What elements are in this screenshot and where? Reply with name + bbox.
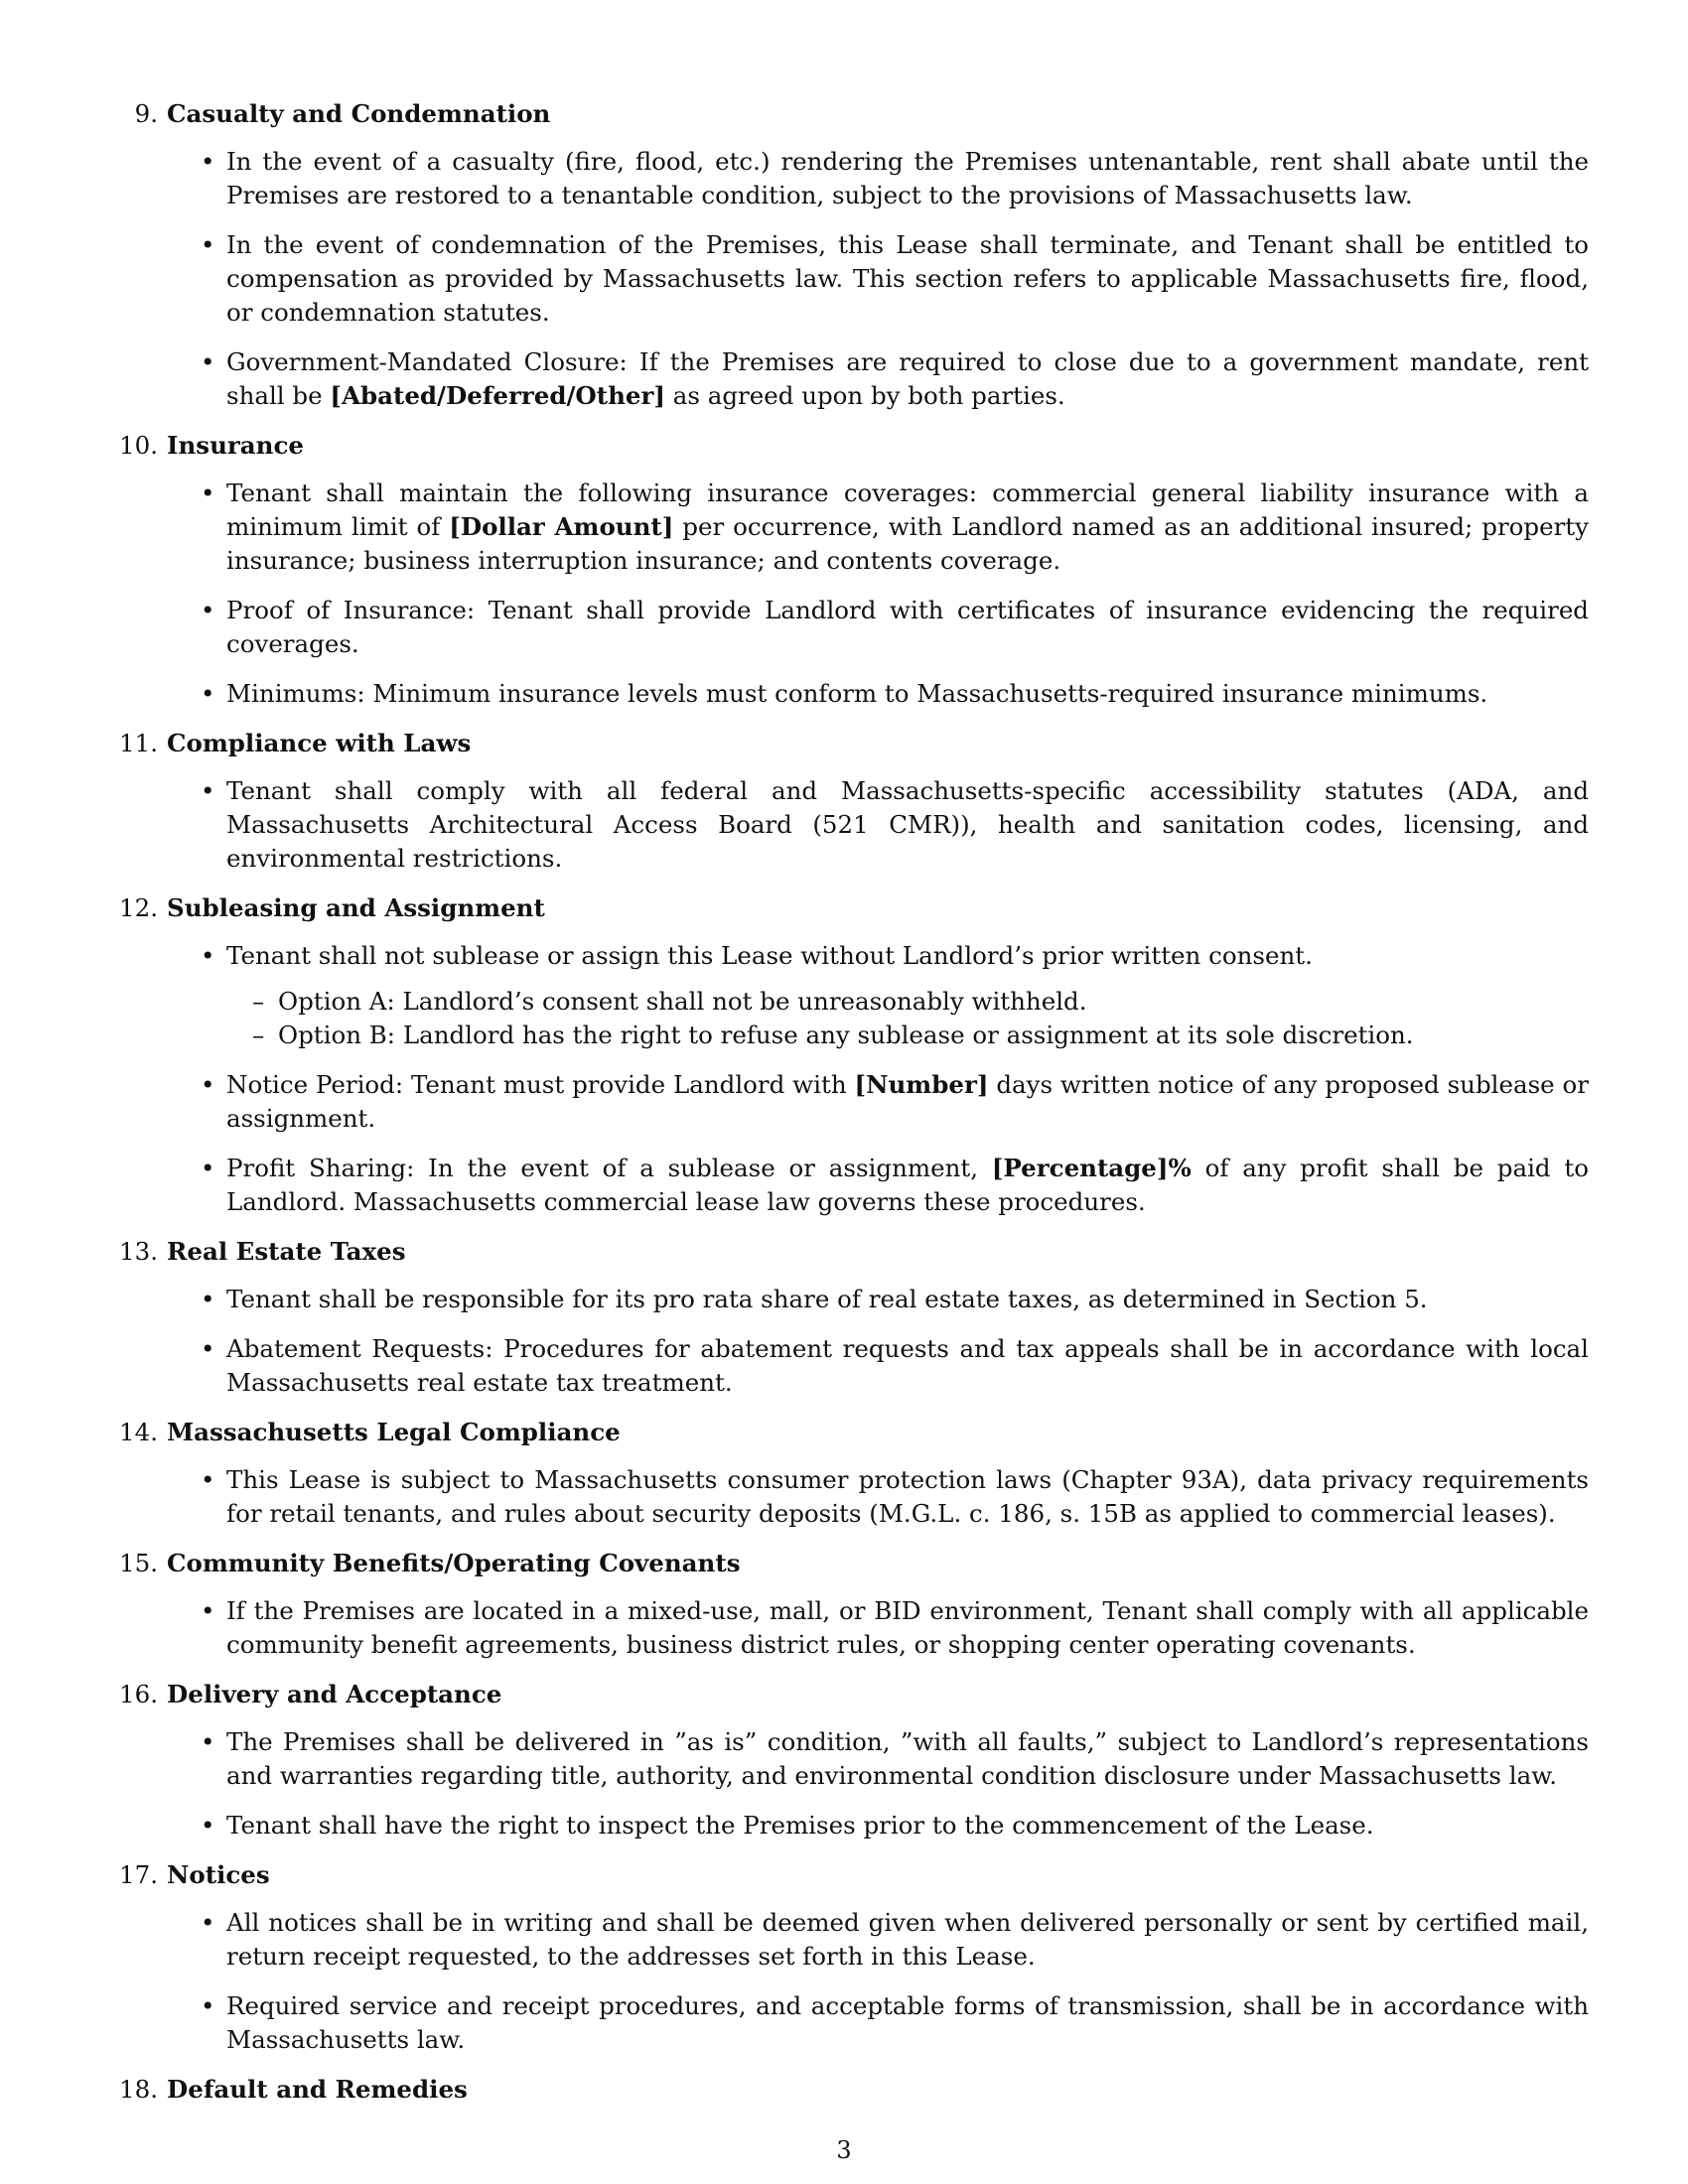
- list-item: [226, 228, 1589, 330]
- list-item: [226, 1989, 1589, 2057]
- section-title: Default and Remedies: [167, 2075, 468, 2104]
- list-item-text: Proof of Insurance: Tenant shall provide Landlord with certificates of insurance evidencing the required coverages.: [226, 596, 1589, 658]
- list-item-text: Tenant shall maintain the following insurance coverages: commercial general liability insurance with a minimum limit of: [226, 478, 1589, 541]
- section-9: [119, 97, 1589, 413]
- section-title: Casualty and Condemnation: [167, 99, 551, 128]
- placeholder-field: [Dollar Amount]: [449, 512, 674, 541]
- list-item-text: If the Premises are located in a mixed-use, mall, or BID environment, Tenant shall comply with all applicable community benefit agreements, business district rules, or shopping center operating covenants.: [226, 1596, 1589, 1659]
- list-item: [226, 1152, 1589, 1219]
- list-item-text: The Premises shall be delivered in ”as is” condition, ”with all faults,” subject to Landlord’s representations and warranties regarding title, authority, and environmental condition disclosure under Massachusetts law.: [226, 1727, 1589, 1790]
- section-title: Delivery and Acceptance: [167, 1680, 502, 1708]
- list-item: [226, 477, 1589, 578]
- list-item: [226, 594, 1589, 661]
- list-item-text: All notices shall be in writing and shall be deemed given when delivered personally or sent by certified mail, return receipt requested, to the addresses set forth in this Lease.: [226, 1908, 1589, 1971]
- list-item: [226, 1906, 1589, 1974]
- section-title: Massachusetts Legal Compliance: [167, 1418, 621, 1446]
- list-item-text: Government-Mandated Closure: If the Premises are required to close due to a government mandate, rent shall be: [226, 347, 1589, 410]
- placeholder-field: [Percentage]%: [991, 1154, 1192, 1182]
- section-number: 11.: [119, 729, 158, 757]
- list-item: [226, 1332, 1589, 1400]
- list-item-text: Profit Sharing: In the event of a sublease or assignment,: [226, 1154, 992, 1182]
- section-number: 17.: [119, 1860, 158, 1889]
- list-item: [226, 1594, 1589, 1662]
- section-title: Compliance with Laws: [167, 729, 472, 757]
- section-11: [119, 727, 1589, 876]
- list-item-text: Tenant shall comply with all federal and Massachusetts-specific accessibility statutes (ADA, and Massachusetts Architectural Access Board (521 CMR)), health and sanitation codes, licensing, and environmental restrictions.: [226, 776, 1589, 873]
- list-item-text: Notice Period: Tenant must provide Landlord with: [226, 1070, 855, 1099]
- sub-item-list: [226, 985, 1589, 1052]
- section-number: 16.: [119, 1680, 158, 1708]
- list-item-text: per occurrence, with Landlord named as an additional insured; property insurance; business interruption insurance; and contents coverage.: [226, 512, 1589, 575]
- section-17: [119, 1858, 1589, 2057]
- list-item: [226, 1809, 1589, 1843]
- section-heading: [119, 891, 1589, 925]
- list-item-text: Tenant shall not sublease or assign this Lease without Landlord’s prior written consent.: [226, 941, 1313, 970]
- sub-list-item: – Option A: Landlord’s consent shall not be unreasonably withheld.: [278, 985, 1589, 1019]
- section-18: [119, 2073, 1589, 2107]
- section-12: [119, 891, 1589, 1219]
- list-item-text: Tenant shall have the right to inspect the Premises prior to the commencement of the Lease.: [226, 1811, 1374, 1840]
- section-number: 18.: [119, 2075, 158, 2104]
- list-item-text: as agreed upon by both parties.: [664, 381, 1065, 410]
- placeholder-field: [Abated/Deferred/Other]: [330, 381, 665, 410]
- section-heading: [119, 97, 1589, 131]
- section-heading: [119, 1235, 1589, 1269]
- bullet-list: [119, 145, 1589, 413]
- section-number: 12.: [119, 893, 158, 922]
- bullet-list: [119, 774, 1589, 876]
- section-heading: [119, 1678, 1589, 1711]
- list-item-text: Abatement Requests: Procedures for abatement requests and tax appeals shall be in accordance with local Massachusetts real estate tax treatment.: [226, 1334, 1589, 1397]
- section-title: Real Estate Taxes: [167, 1237, 406, 1266]
- section-number: 14.: [119, 1418, 158, 1446]
- list-item-text: Minimums: Minimum insurance levels must conform to Massachusetts-required insurance minimums.: [226, 679, 1488, 708]
- bullet-list: [119, 939, 1589, 1219]
- bullet-list: [119, 1283, 1589, 1400]
- bullet-list: [119, 1594, 1589, 1662]
- list-item-text: Tenant shall be responsible for its pro rata share of real estate taxes, as determined in Section 5.: [226, 1285, 1428, 1313]
- section-number: 15.: [119, 1549, 158, 1577]
- section-heading: [119, 1416, 1589, 1449]
- bullet-list: [119, 477, 1589, 711]
- placeholder-field: [Number]: [854, 1070, 989, 1099]
- list-item: [226, 774, 1589, 876]
- sub-list-item: – Option B: Landlord has the right to refuse any sublease or assignment at its sole discretion.: [278, 1019, 1589, 1052]
- list-item-text: Required service and receipt procedures, and acceptable forms of transmission, shall be in accordance with Massachusetts law.: [226, 1991, 1589, 2054]
- list-item: [226, 1463, 1589, 1531]
- list-item: [226, 345, 1589, 413]
- list-item-text: In the event of condemnation of the Premises, this Lease shall terminate, and Tenant shall be entitled to compensation as provided by Massachusetts law. This section refers to applicable Massachusetts fire, flood, or condemnation statutes.: [226, 230, 1589, 327]
- section-heading: [119, 1858, 1589, 1892]
- section-title: Community Benefits/Operating Covenants: [167, 1549, 741, 1577]
- section-title: Subleasing and Assignment: [167, 893, 545, 922]
- list-item: [226, 677, 1589, 711]
- list-item-text: In the event of a casualty (fire, flood, etc.) rendering the Premises untenantable, rent shall abate until the Premises are restored to a tenantable condition, subject to the provisions of Massachusetts law.: [226, 147, 1589, 209]
- section-10: [119, 429, 1589, 711]
- list-item: [226, 1725, 1589, 1793]
- list-item: [226, 1068, 1589, 1136]
- document-body: [119, 97, 1589, 2118]
- section-14: [119, 1416, 1589, 1531]
- bullet-list: [119, 1906, 1589, 2057]
- section-title: Notices: [167, 1860, 270, 1889]
- section-heading: [119, 429, 1589, 463]
- section-heading: [119, 1547, 1589, 1580]
- list-item-text: days written notice of any proposed sublease or assignment.: [226, 1070, 1589, 1133]
- section-number: 9.: [134, 99, 158, 128]
- list-item: [226, 145, 1589, 212]
- section-title: Insurance: [167, 431, 304, 460]
- list-item: [226, 939, 1589, 1052]
- section-number: 10.: [119, 431, 158, 460]
- section-15: [119, 1547, 1589, 1662]
- list-item-text: of any profit shall be paid to Landlord. Massachusetts commercial lease law governs these procedures.: [226, 1154, 1590, 1216]
- page-number: 3: [836, 2136, 852, 2164]
- section-13: [119, 1235, 1589, 1400]
- bullet-list: [119, 1725, 1589, 1843]
- list-item: [226, 1283, 1589, 1316]
- section-heading: [119, 2073, 1589, 2107]
- bullet-list: [119, 1463, 1589, 1531]
- section-heading: [119, 727, 1589, 760]
- list-item-text: This Lease is subject to Massachusetts consumer protection laws (Chapter 93A), data privacy requirements for retail tenants, and rules about security deposits (M.G.L. c. 186, s. 15B as applied to commercial leases).: [226, 1465, 1589, 1528]
- section-16: [119, 1678, 1589, 1843]
- section-number: 13.: [119, 1237, 158, 1266]
